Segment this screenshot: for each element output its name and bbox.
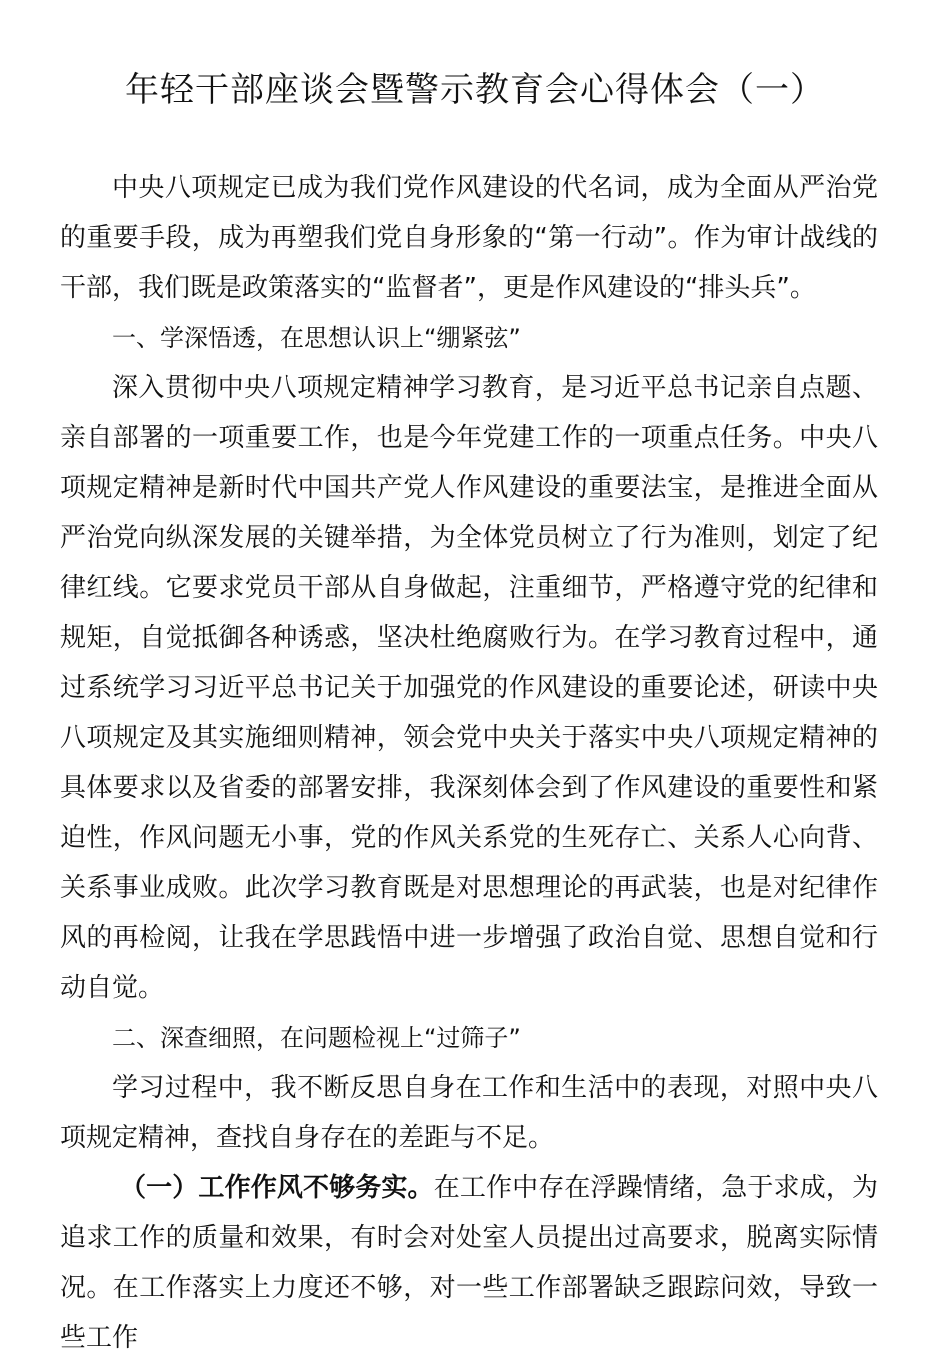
paragraph-2: 学习过程中，我不断反思自身在工作和生活中的表现，对照中央八项规定精神，查找自身存在的差距与不足。: [60, 1073, 878, 1153]
paragraph-intro: 中央八项规定已成为我们党作风建设的代名词，成为全面从严治党的重要手段，成为再塑我们党自身形象的“第一行动”。作为审计战线的干部，我们既是政策落实的“监督者”，更是作风建设的“排头兵”。: [60, 173, 878, 303]
section-heading-1: 一、学深悟透，在思想认识上“绷紧弦”: [112, 324, 521, 352]
subsection-1: [60, 1163, 878, 1363]
document-body: [60, 163, 878, 1363]
document-title: 年轻干部座谈会暨警示教育会心得体会（一）: [125, 70, 825, 110]
subsection-1-text: 在工作中存在浮躁情绪，急于求成，为追求工作的质量和效果，有时会对处室人员提出过高要求，脱离实际情况。在工作落实上力度还不够，对一些工作部署缺乏跟踪问效，导致一些工作: [60, 1173, 878, 1353]
subsection-1-label: （一）工作作风不够务实。: [120, 1173, 434, 1203]
paragraph-1: 深入贯彻中央八项规定精神学习教育，是习近平总书记亲自点题、亲自部署的一项重要工作，也是今年党建工作的一项重点任务。中央八项规定精神是新时代中国共产党人作风建设的重要法宝，是推进全面从严治党向纵深发展的关键举措，为全体党员树立了行为准则，划定了纪律红线。它要求党员干部从自身做起，注重细节，严格遵守党的纪律和规矩，自觉抵御各种诱惑，坚决杜绝腐败行为。在学习教育过程中，通过系统学习习近平总书记关于加强党的作风建设的重要论述，研读中央八项规定及其实施细则精神，领会党中央关于落实中央八项规定精神的具体要求以及省委的部署安排，我深刻体会到了作风建设的重要性和紧迫性，作风问题无小事，党的作风关系党的生死存亡、关系人心向背、关系事业成败。此次学习教育既是对思想理论的再武装，也是对纪律作风的再检阅，让我在学思践悟中进一步增强了政治自觉、思想自觉和行动自觉。: [60, 373, 878, 1003]
section-heading-2: 二、深查细照，在问题检视上“过筛子”: [112, 1024, 521, 1052]
